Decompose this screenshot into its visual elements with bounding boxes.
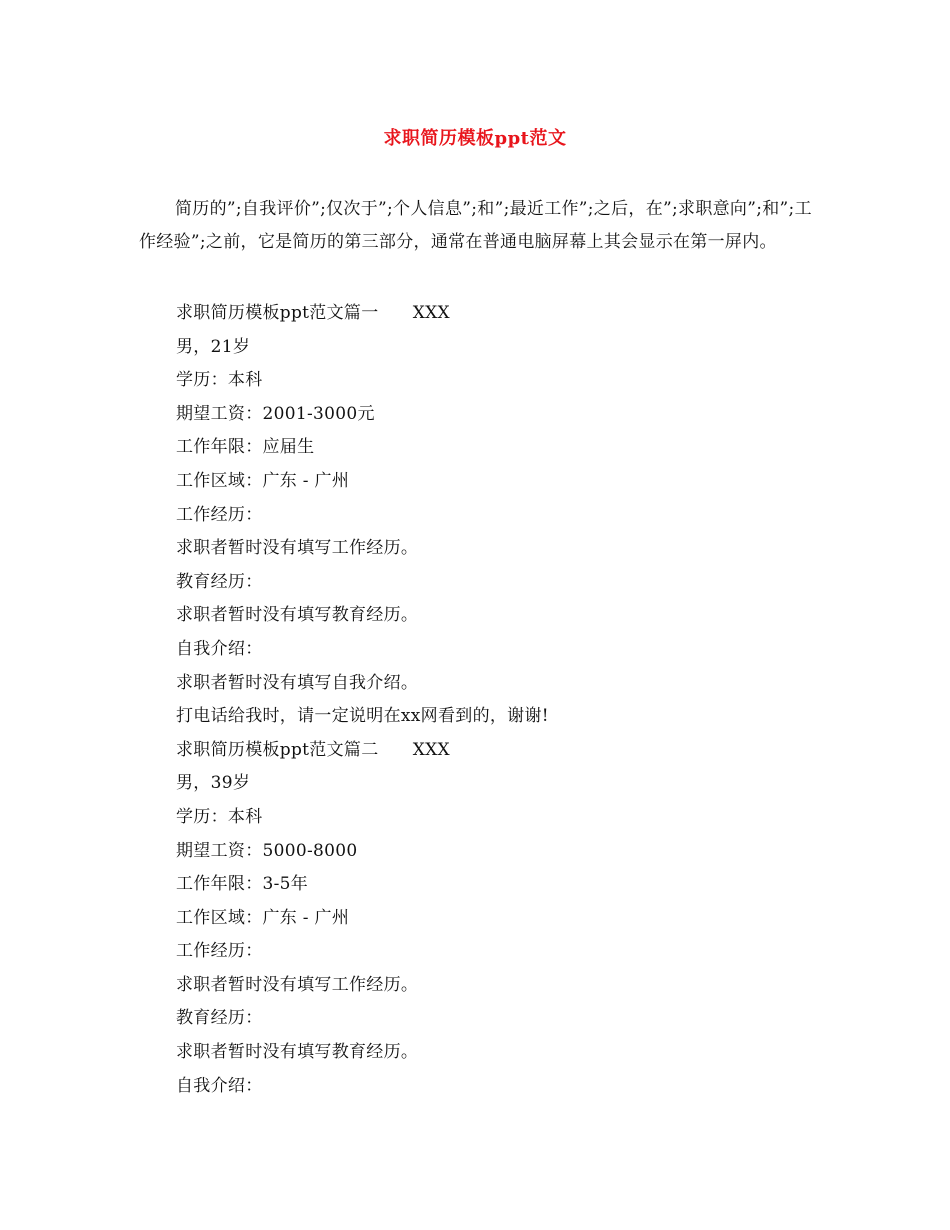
text-line: 自我介绍： [176,638,263,659]
text-line: 男，39岁 [176,773,251,794]
text-line: 学历：本科 [176,806,263,827]
text-line: 求职者暂时没有填写工作经历。 [176,974,419,995]
text-line: 求职者暂时没有填写工作经历。 [176,538,419,559]
intro-paragraph: 简历的”;自我评价”;仅次于”;个人信息”;和”;最近工作”;之后，在”;求职意向”;和”;工作经验”;之前，它是简历的第三部分，通常在普通电脑屏幕上其会显示在第一屏内。 [139,199,812,252]
text-line: 求职简历模板ppt范文篇一 XXX [176,303,450,323]
text-line: 期望工资：5000-8000 [176,840,358,861]
text-line: 求职者暂时没有填写自我介绍。 [176,672,419,693]
text-line: 工作年限：应届生 [176,437,315,458]
text-line: 男，21岁 [176,336,251,357]
text-line: 工作区域：广东 - 广州 [176,907,350,928]
text-line: 求职简历模板ppt范文篇二 XXX [176,739,450,760]
text-line: 教育经历： [176,571,263,592]
text-line: 自我介绍： [176,1075,263,1096]
text-line: 求职者暂时没有填写教育经历。 [176,605,419,626]
text-line: 学历：本科 [176,370,263,391]
text-line: 工作区域：广东 - 广州 [176,470,350,491]
text-line: 教育经历： [176,1008,263,1029]
text-line: 求职者暂时没有填写教育经历。 [176,1042,419,1063]
text-line: 工作经历： [176,941,263,962]
text-line: 打电话给我时，请一定说明在xx网看到的，谢谢! [176,706,549,727]
body-lines [176,297,816,1103]
document-title: 求职简历模板ppt范文 [383,128,567,149]
text-line: 工作年限：3-5年 [176,874,309,895]
text-line: 工作经历： [176,504,263,525]
text-line: 期望工资：2001-3000元 [176,403,375,424]
